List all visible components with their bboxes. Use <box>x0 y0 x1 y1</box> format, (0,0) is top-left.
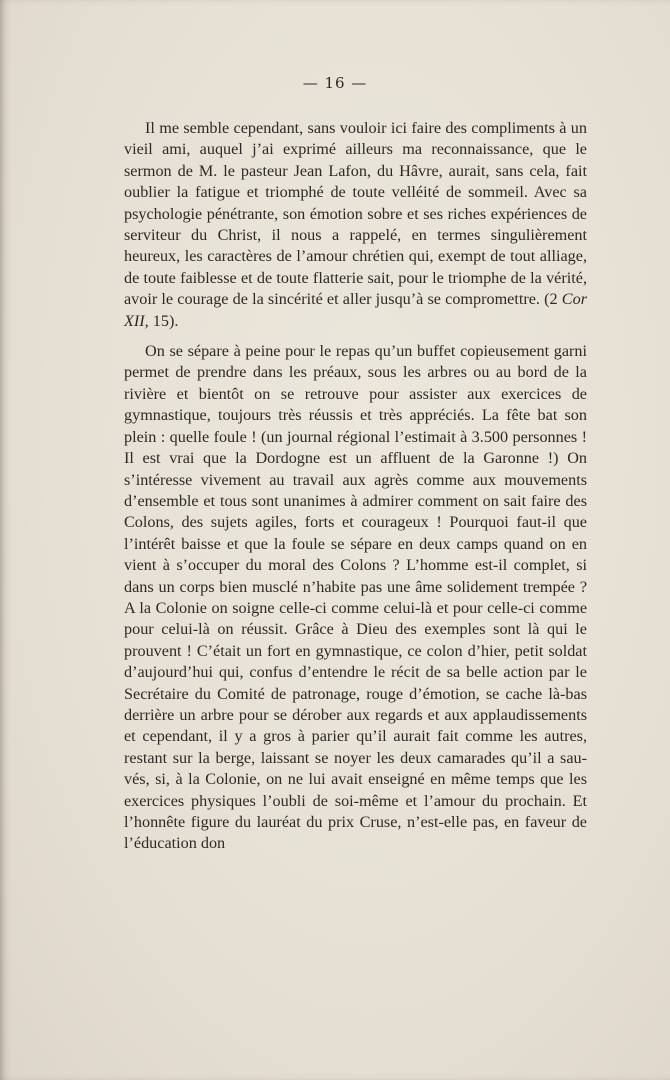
page-number: — 16 — <box>302 74 368 92</box>
paragraph-sermon-text: Il me semble cependant, sans vouloir ici faire des compliments à un vieil ami, auquel j’ai exprimé ailleurs ma reconnaissance, que le sermon de M. le pasteur Jean Lafon, du Hâvre, aurait, sans cela, fait oublier la fatigue et triomphé de toute velléité de sommeil. Avec sa psychologie pénétrante, son émotion sobre et ses riches expériences de serviteur du Christ, il nous a rappelé, en termes singulièrement heureux, les caractères de l’amour chrétien qui, exempt de tout alliage, de toute faiblesse et de toute flatterie sait, pour le triomphe de la vérité, avoir le courage de la sincérité et aller jusqu’à se compromettre. (2 <box>124 119 587 309</box>
paragraph-sermon-end: 15). <box>148 311 179 330</box>
paragraph-gymnastics <box>124 341 587 855</box>
body-text <box>124 118 587 864</box>
paragraph-gymnastics-text: On se sépare à peine pour le repas qu’un buffet copieusement garni permet de prendre dans les préaux, sous les arbres ou au bord de la rivière et bientôt on se retrouve pour assister aux exercices de gymnastique, toujours très réussis et très appréciés. La fête bat son plein : quelle foule ! (un journal régional l’estimait à 3.500 personnes ! Il est vrai que la Dordogne est un affluent de la Garonne !) On s’intéresse vivement au travail aux agrès comme aux mouvements d’ensemble et tous sont unanimes à admirer comment on sait faire des Colons, des sujets agiles, forts et courageux ! Pourquoi faut-il que l’intérêt baisse et que la foule se sépare en deux camps quand on en vient à s’occuper du moral des Colons ? L’homme est-il complet, si dans un corps bien musclé n’habite pas une âme solidement trempée ? A la Colonie on soigne celle-ci comme celui-là et pour celle-ci comme pour celui-là on réussit. Grâce à Dieu des exemples sont là qui le prouvent ! C’était un fort en gymnastique, ce colon d’hier, petit soldat d’aujourd’hui qui, confus d’entendre le récit de sa belle action par le Secrétaire du Comité de patronage, rouge d’émotion, se cache là-bas derrière un arbre pour se dérober aux regards et aux applaudissements et cependant, il y a gros à parier qu’il aurait fait comme les autres, restant sur la berge, laissant se noyer les deux camarades qu’il a sauvés, si, à la Colonie, on ne lui avait enseigné en même temps que les exercices physiques l’oubli de soi-même et l’amour du prochain. Et l’honnête figure du lauréat du prix Cruse, n’est-elle pas, en faveur de l’éducation don <box>124 342 587 853</box>
scripture-reference: Cor XII, <box>124 290 587 330</box>
paragraph-sermon <box>124 118 587 332</box>
